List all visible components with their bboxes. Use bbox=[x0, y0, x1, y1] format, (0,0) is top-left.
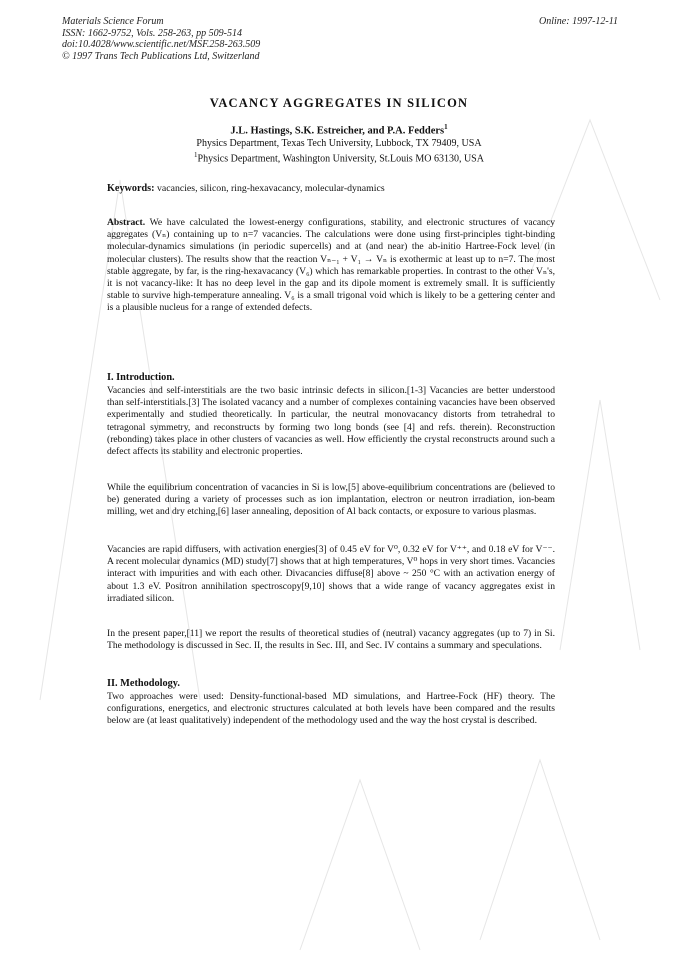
affiliation-2 bbox=[0, 151, 678, 164]
section-heading-introduction: I. Introduction. bbox=[107, 372, 175, 383]
keywords-label: Keywords: bbox=[107, 183, 155, 194]
abstract-label: Abstract. bbox=[107, 217, 146, 228]
affiliation-2-marker: 1 bbox=[194, 151, 198, 159]
citation-header bbox=[62, 16, 618, 62]
section-heading-methodology: II. Methodology. bbox=[107, 678, 180, 689]
intro-paragraph-2: While the equilibrium concentration of vacancies in Si is low,[5] above-equilibrium concentrations are (believed to be) generated during a variety of processes such as ion implantation, electron or neutron irradiation, ion-beam milling, wet and dry etching,[6] laser annealing, deposition of Al back contacts, or exposure to various plasmas. bbox=[107, 482, 555, 518]
affiliation-1: Physics Department, Texas Tech University, Lubbock, TX 79409, USA bbox=[196, 138, 482, 149]
journal-name: Materials Science Forum bbox=[62, 16, 164, 27]
keywords-text: vacancies, silicon, ring-hexavacancy, molecular-dynamics bbox=[157, 183, 385, 194]
intro-paragraph-4: In the present paper,[11] we report the results of theoretical studies of (neutral) vacancy aggregates (up to 7) in Si. The methodology is discussed in Sec. II, the results in Sec. III, and Sec. IV contains a summary and speculations. bbox=[107, 628, 555, 652]
author-names: J.L. Hastings, S.K. Estreicher, and P.A. Fedders bbox=[230, 125, 445, 137]
author-list bbox=[0, 123, 678, 137]
copyright-line: © 1997 Trans Tech Publications Ltd, Switzerland bbox=[62, 50, 260, 62]
methodology-paragraph-1: Two approaches were used: Density-functional-based MD simulations, and Hartree-Fock (HF) theory. The configurations, energetics, and electronic structures calculated at both levels have been compared and the results below are (at least qualitatively) independent of the methodology used and the way the host crystal is described. bbox=[107, 691, 555, 727]
keywords bbox=[107, 183, 557, 194]
intro-paragraph-3: Vacancies are rapid diffusers, with activation energies[3] of 0.45 eV for V⁰, 0.32 eV for V⁺⁺, and 0.18 eV for V⁻⁻. A recent molecular dynamics (MD) study[7] shows that at high temperatures, V⁰ hops in very short times. Vacancies interact with impurities and with each other. Divacancies diffuse[8] above ~ 250 °C with an activation energy of about 1.3 eV. Positron annihilation spectroscopy[9,10] shows that a wide range of vacancy aggregates exist in irradiated silicon. bbox=[107, 544, 555, 604]
affiliation-2-text: Physics Department, Washington University, St.Louis MO 63130, USA bbox=[197, 153, 484, 165]
intro-paragraph-1: Vacancies and self-interstitials are the two basic intrinsic defects in silicon.[1-3] Vacancies are better understood than self-interstitials.[3] The isolated vacancy and a number of complexes containing vacancies have been observed experimentally and studied theoretically. In particular, the neutral monovacancy distorts from tetrahedral to tetragonal symmetry, and reconstructs by forming two long bonds (see [4] and refs. therein). Reconstruction (rebonding) takes place in other clusters of vacancies as well. How efficiently the crystal reconstructs around such a defect affects its stability and electronic properties. bbox=[107, 385, 555, 458]
doi-line[interactable]: doi:10.4028/www.scientific.net/MSF.258-263.509 bbox=[62, 39, 261, 51]
abstract bbox=[107, 217, 555, 315]
online-date: Online: 1997-12-11 bbox=[539, 16, 618, 27]
abstract-text: We have calculated the lowest-energy configurations, stability, and electronic structures of vacancy aggregates (Vₙ) containing up to n=7 vacancies. The calculations were done using first-principles tight-binding molecular-dynamics simulations (in periodic supercells) and at (and near) the ab-initio Hartree-Fock level (in molecular clusters). The results show that the reaction Vₙ₋₁ + V₁ → Vₙ is exothermic at least up to n=7. The most stable aggregate, by far, is the ring-hexavacancy (V₆) which has remarkable properties. In contrast to the other Vₙ's, it is not vacancy-like: It has no deep level in the gap and its dipole moment is extremely small. It is sufficiently stable to survive high-temperature annealing. V₆ is a small trigonal void which is likely to be a gettering center and is a plausible nucleus for a range of extended defects. bbox=[107, 217, 555, 314]
author-affil-marker: 1 bbox=[444, 123, 448, 131]
paper-title: VACANCY AGGREGATES IN SILICON bbox=[209, 96, 469, 110]
issn-line: ISSN: 1662-9752, Vols. 258-263, pp 509-514 bbox=[62, 27, 242, 39]
